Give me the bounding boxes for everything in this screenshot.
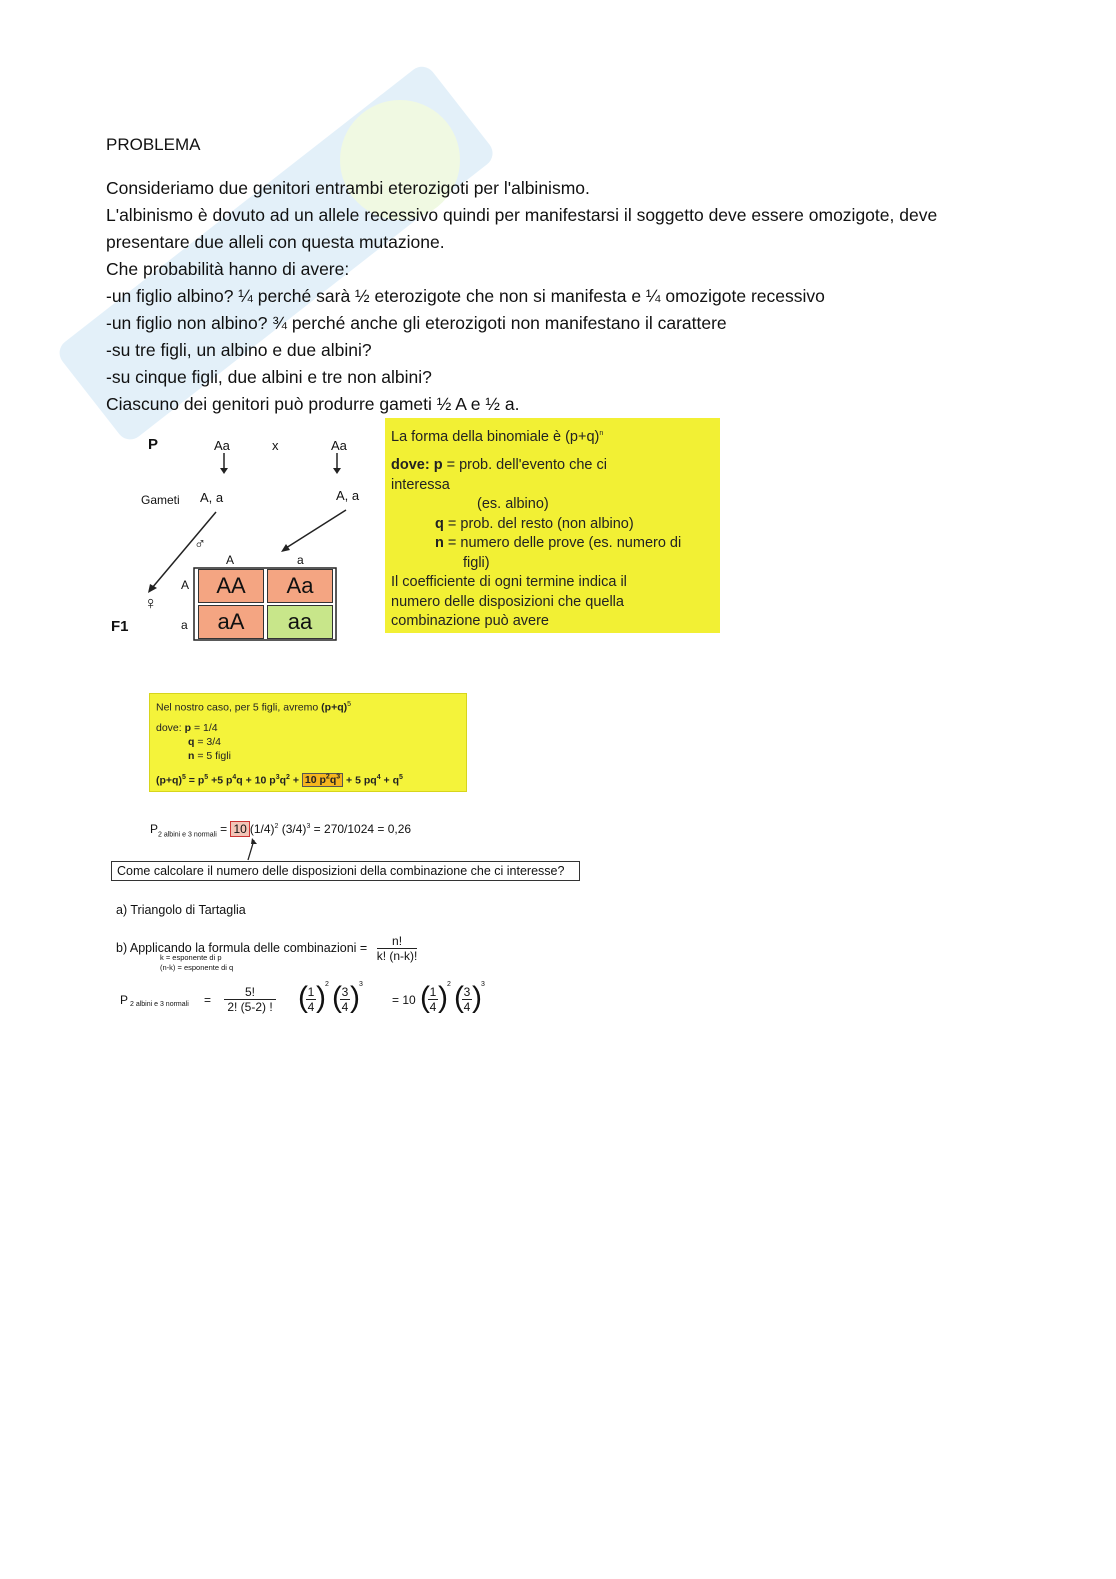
nk-note: (n-k) = esponente di q	[160, 963, 234, 972]
gametes2: A, a	[336, 488, 360, 503]
row-header-A: A	[181, 578, 190, 592]
cell-Aa: Aa	[267, 569, 333, 603]
question-box: Come calcolare il numero delle disposizioni della combinazione che ci interesse?	[111, 861, 580, 881]
text-line: -su tre figli, un albino e due albini?	[106, 340, 372, 360]
case-intro: Nel nostro caso, per 5 figli, avremo	[156, 701, 322, 714]
method-a: a) Triangolo di Tartaglia	[116, 903, 246, 917]
cell-aa: aa	[267, 605, 333, 639]
cross-symbol: x	[272, 438, 279, 453]
text-line: L'albinismo è dovuto ad un allele recessivo quindi per manifestarsi il soggetto deve essere omozigote, deve	[106, 205, 938, 225]
cell-aA: aA	[198, 605, 264, 639]
q-def: = prob. del resto (non albino)	[443, 515, 634, 532]
text-line: -un figlio albino? ¼ perché sarà ½ eterozigote che non si manifesta e ¼ omozigote recessivo	[106, 286, 825, 306]
expansion-formula: $(p+q)^5 = p^5 +5$ $p^4q + 10$ $p^3q^2 + 10$ $p^2q^3 + 5$ $pq^4 + q^5$	[156, 773, 403, 786]
dove-label: dove:	[391, 457, 430, 474]
gametes-label: Gameti	[141, 493, 180, 507]
text-line: Consideriamo due genitori entrambi eterozigoti per l'albinismo.	[106, 178, 590, 198]
cell-AA: AA	[198, 569, 264, 603]
highlighted-term: 10 $p^2q^3$	[302, 773, 343, 787]
n-symbol: n	[188, 749, 195, 762]
n-symbol: n	[435, 535, 444, 552]
page-title: PROBLEMA	[106, 135, 201, 154]
p-def-c: (es. albino)	[477, 496, 549, 513]
coef-line: numero delle disposizioni che quella	[391, 593, 624, 610]
coefficient-highlight: 10	[230, 821, 249, 837]
p-def: = prob. dell'evento che ci	[442, 457, 607, 474]
dove-label: dove:	[156, 721, 185, 734]
col-header-A: A	[226, 553, 235, 567]
parent1-genotype: Aa	[214, 438, 230, 453]
q-value: = 3/4	[194, 735, 221, 748]
case-box	[149, 693, 467, 792]
coef-line: Il coefficiente di ogni termine indica il	[391, 574, 627, 591]
text-line: presentare due alleli con questa mutazione.	[106, 232, 445, 252]
f1-label: F1	[111, 618, 129, 635]
exp: n	[599, 430, 604, 437]
coef-line: combinazione può avere	[391, 613, 549, 630]
text-line: -su cinque figli, due albini e tre non albini?	[106, 367, 432, 387]
case-formula: (p+q)	[321, 701, 348, 714]
q-symbol: q	[188, 735, 195, 748]
p-value: = 1/4	[191, 721, 218, 734]
method-b-label: b) Applicando la formula delle combinazioni =	[116, 940, 368, 955]
male-symbol-icon: ♂	[194, 536, 206, 553]
text-line: Che probabilità hanno di avere:	[106, 259, 350, 279]
p-def-b: interessa	[391, 476, 450, 493]
text-line: Ciascuno dei genitori può produrre gameti ½ A e ½ a.	[106, 394, 520, 414]
row-header-a: a	[181, 618, 188, 632]
n-value: = 5 figli	[194, 749, 231, 762]
combination-formula: $\frac{n!}{k! (n-k)!}$	[376, 934, 418, 963]
n-def-b: figli)	[463, 554, 490, 571]
p-label: P	[148, 436, 159, 453]
binomial-explanation-box	[385, 418, 720, 633]
problem-text	[106, 175, 1026, 418]
q-symbol: q	[435, 515, 444, 532]
probability-result: $P_{2 albini e 3 normali} = 10$ $(1/4)^2$ $(3/4)^3 = 270/1024 = 0,26$	[150, 822, 412, 839]
gametes1: A, a	[200, 490, 224, 505]
text-line: -un figlio non albino? ¾ perché anche gli eterozigoti non manifestano il carattere	[106, 313, 727, 333]
k-note: k = esponente di p	[160, 953, 222, 962]
p-symbol: p	[184, 721, 192, 734]
p-symbol: p	[433, 457, 443, 474]
female-symbol-icon: ♀	[144, 593, 158, 613]
n-def: = numero delle prove (es. numero di	[443, 535, 682, 552]
binomial-title: La forma della binomiale è (p+q)	[391, 428, 600, 445]
punnett-diagram	[108, 428, 378, 648]
exp: 5	[347, 701, 352, 708]
col-header-a: a	[297, 553, 304, 567]
parent2-genotype: Aa	[331, 438, 347, 453]
